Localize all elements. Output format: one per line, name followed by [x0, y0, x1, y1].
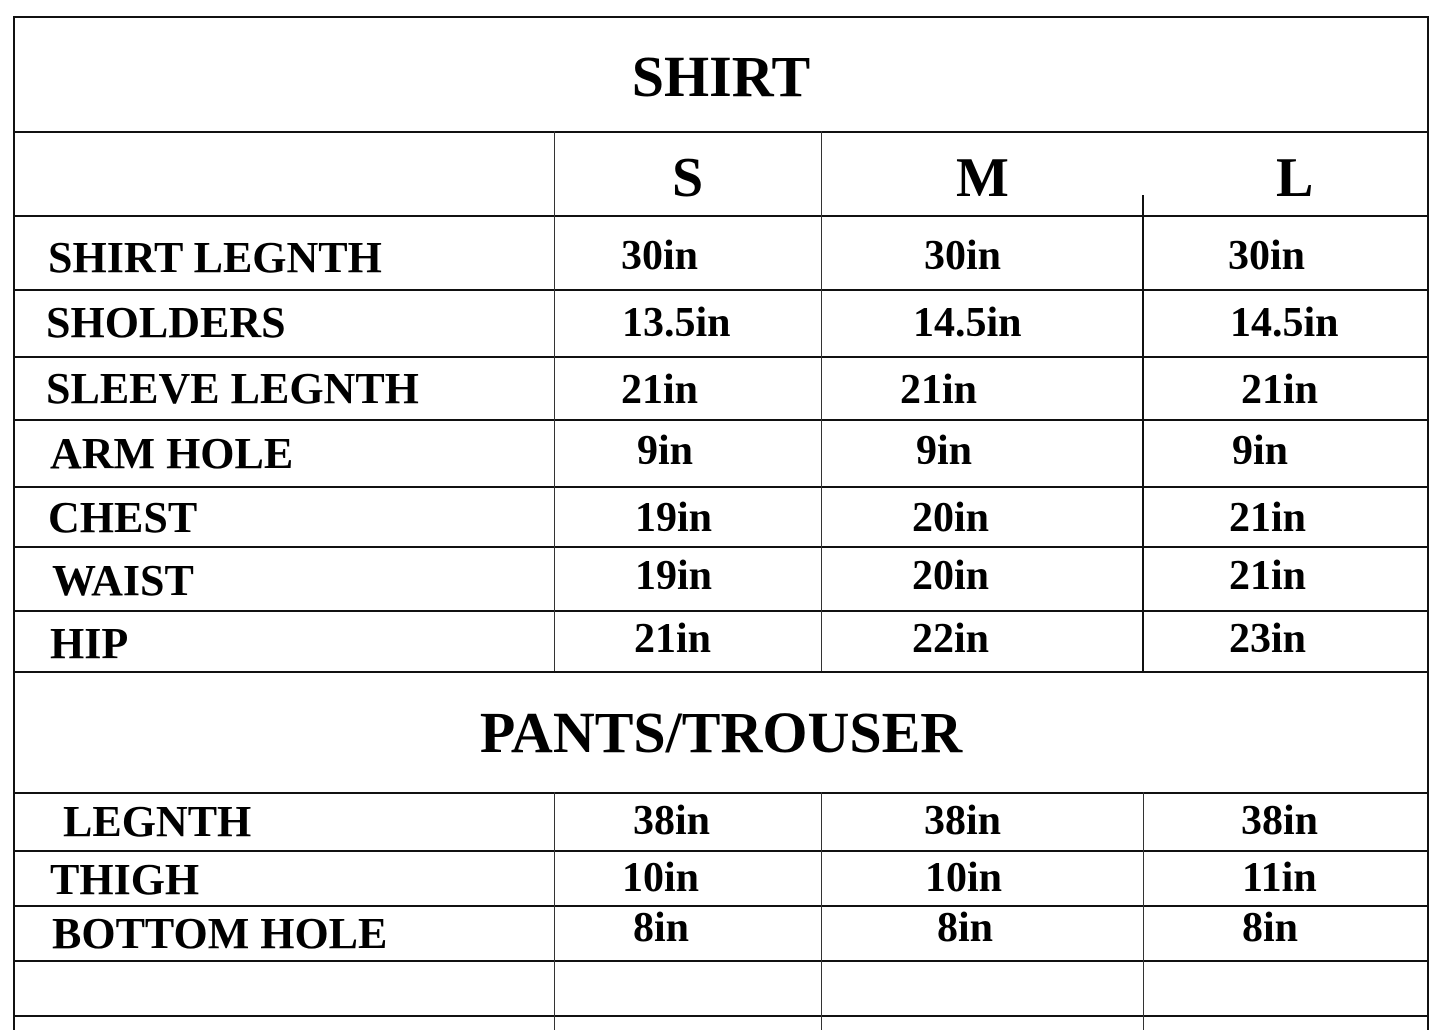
row-divider: [13, 289, 1429, 291]
cell-value-m: 22in: [912, 616, 990, 662]
cell-value-m: 30in: [924, 233, 1002, 279]
table-border-top: [13, 16, 1429, 18]
cell-value-m: 8in: [937, 905, 994, 951]
row-divider: [13, 131, 1429, 133]
cell-value-s: 21in: [634, 616, 712, 662]
cell-value-l: 38in: [1241, 798, 1319, 844]
cell-value-l: 23in: [1229, 616, 1307, 662]
row-label: SHIRT LEGNTH: [48, 233, 382, 282]
cell-value-l: 21in: [1229, 553, 1307, 599]
row-divider: [13, 905, 1429, 907]
column-divider: [821, 131, 822, 671]
cell-value-s: 10in: [622, 855, 700, 901]
row-divider: [13, 850, 1429, 852]
cell-value-l: 30in: [1228, 233, 1306, 279]
column-divider: [821, 792, 822, 1030]
size-header-s: S: [672, 147, 704, 209]
row-label: WAIST: [52, 556, 194, 605]
cell-value-s: 8in: [633, 905, 690, 951]
cell-value-l: 11in: [1242, 855, 1317, 901]
row-divider: [13, 610, 1429, 612]
cell-value-s: 19in: [635, 495, 713, 541]
cell-value-m: 10in: [925, 855, 1003, 901]
column-divider: [554, 131, 555, 671]
cell-value-l: 21in: [1229, 495, 1307, 541]
cell-value-s: 21in: [621, 367, 699, 413]
column-divider: [1142, 195, 1144, 671]
cell-value-l: 21in: [1241, 367, 1319, 413]
row-divider: [13, 546, 1429, 548]
shirt-title: SHIRT: [631, 44, 811, 109]
cell-value-m: 20in: [912, 495, 990, 541]
row-divider: [13, 1015, 1429, 1017]
row-label: LEGNTH: [63, 797, 252, 846]
cell-value-l: 9in: [1232, 428, 1289, 474]
row-divider: [13, 486, 1429, 488]
cell-value-s: 13.5in: [622, 300, 731, 346]
cell-value-s: 19in: [635, 553, 713, 599]
row-divider: [13, 356, 1429, 358]
cell-value-m: 38in: [924, 798, 1002, 844]
row-label: SHOLDERS: [46, 298, 286, 347]
cell-value-s: 9in: [637, 428, 694, 474]
row-label: ARM HOLE: [50, 429, 294, 478]
cell-value-m: 21in: [900, 367, 978, 413]
row-divider: [13, 960, 1429, 962]
table-border-left: [13, 16, 15, 1030]
cell-value-s: 38in: [633, 798, 711, 844]
row-label: HIP: [50, 619, 129, 668]
cell-value-l: 14.5in: [1230, 300, 1339, 346]
size-header-l: L: [1276, 147, 1314, 209]
cell-value-s: 30in: [621, 233, 699, 279]
cell-value-m: 14.5in: [913, 300, 1022, 346]
row-label: SLEEVE LEGNTH: [46, 364, 419, 413]
table-border-right: [1427, 16, 1429, 1030]
row-label: THIGH: [50, 855, 200, 904]
pants-title: PANTS/TROUSER: [479, 700, 963, 765]
row-divider: [13, 671, 1429, 673]
size-header-m: M: [956, 147, 1009, 209]
cell-value-m: 9in: [916, 428, 973, 474]
row-divider: [13, 419, 1429, 421]
row-label: CHEST: [48, 493, 198, 542]
cell-value-m: 20in: [912, 553, 990, 599]
row-divider: [13, 792, 1429, 794]
cell-value-l: 8in: [1242, 905, 1299, 951]
row-label: BOTTOM HOLE: [52, 909, 388, 958]
column-divider: [1143, 792, 1144, 1030]
row-divider: [13, 215, 1429, 217]
column-divider: [554, 792, 555, 1030]
